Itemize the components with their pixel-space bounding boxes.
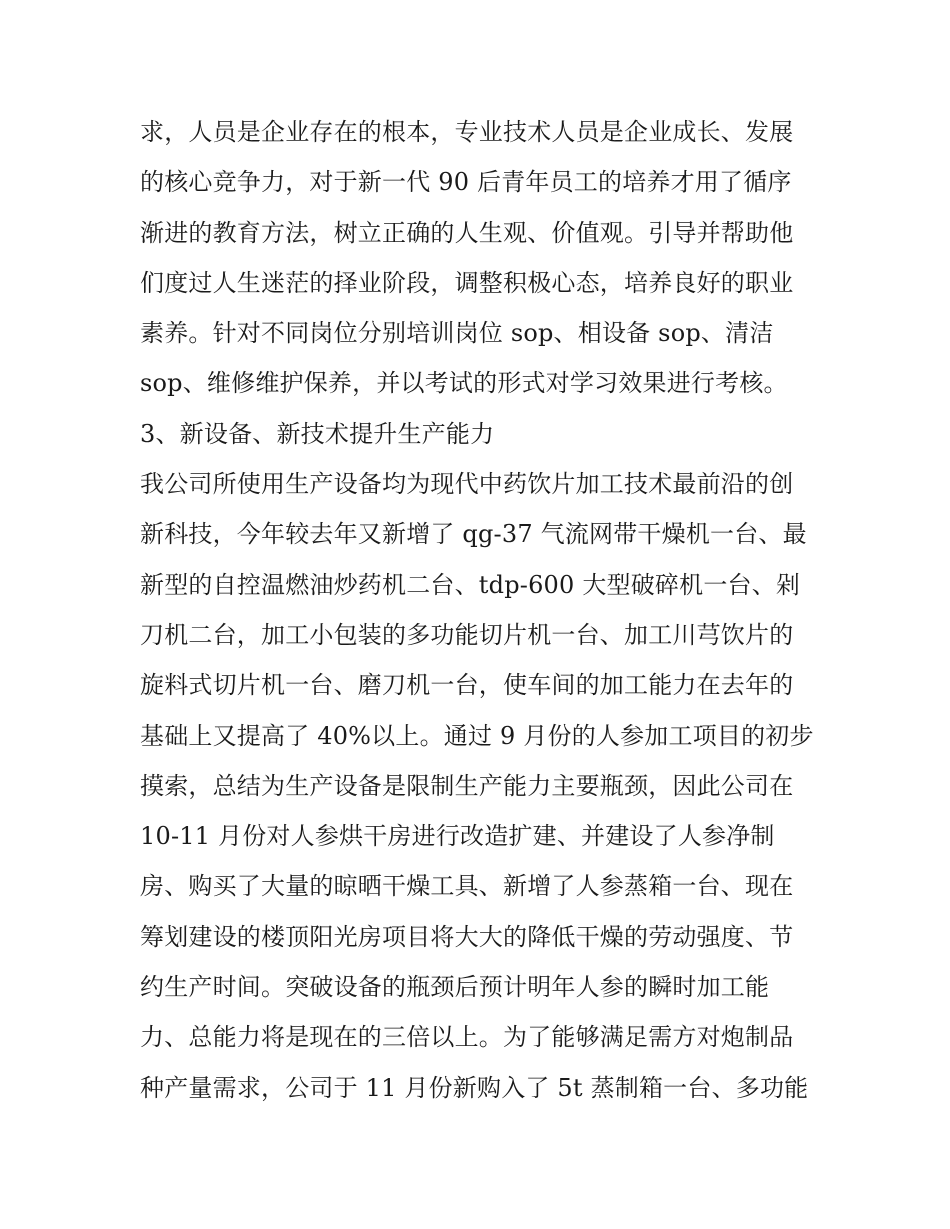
- text-line: 素养。针对不同岗位分别培训岗位 sop、相设备 sop、清洁: [140, 319, 774, 348]
- section-heading: 3、新设备、新技术提升生产能力: [140, 419, 495, 448]
- text-line: 力、总能力将是现在的三倍以上。为了能够满足需方对炮制品: [140, 1023, 794, 1052]
- text-line: sop、维修维护保养，并以考试的形式对学习效果进行考核。: [140, 369, 788, 398]
- text-line: 新科技，今年较去年又新增了 qg-37 气流网带干燥机一台、最: [140, 520, 807, 549]
- text-line: 约生产时间。突破设备的瓶颈后预计明年人参的瞬时加工能: [140, 973, 770, 1002]
- text-line: 基础上又提高了 40%以上。通过 9 月份的人参加工项目的初步: [140, 721, 814, 750]
- text-line: 渐进的教育方法，树立正确的人生观、价值观。引导并帮助他: [140, 218, 794, 247]
- text-line: 刀机二台，加工小包装的多功能切片机一台、加工川芎饮片的: [140, 620, 794, 649]
- text-line: 求，人员是企业存在的根本，专业技术人员是企业成长、发展: [140, 118, 794, 146]
- text-line: 10-11 月份对人参烘干房进行改造扩建、并建设了人参净制: [140, 822, 775, 851]
- text-line: 们度过人生迷茫的择业阶段，调整积极心态，培养良好的职业: [140, 268, 794, 297]
- text-line: 旋料式切片机一台、磨刀机一台，使车间的加工能力在去年的: [140, 671, 794, 700]
- text-line: 房、购买了大量的晾晒干燥工具、新增了人参蒸箱一台、现在: [140, 872, 794, 901]
- text-line: 种产量需求，公司于 11 月份新购入了 5t 蒸制箱一台、多功能: [140, 1073, 809, 1102]
- text-line: 我公司所使用生产设备均为现代中药饮片加工技术最前沿的创: [140, 470, 794, 499]
- text-line: 摸索，总结为生产设备是限制生产能力主要瓶颈，因此公司在: [140, 771, 794, 800]
- text-line: 筹划建设的楼顶阳光房项目将大大的降低干燥的劳动强度、节: [140, 922, 794, 951]
- body-text: [140, 107, 820, 1113]
- text-line: 新型的自控温燃油炒药机二台、tdp-600 大型破碎机一台、剁: [140, 570, 801, 599]
- text-line: 的核心竞争力，对于新一代 90 后青年员工的培养才用了循序: [140, 168, 792, 197]
